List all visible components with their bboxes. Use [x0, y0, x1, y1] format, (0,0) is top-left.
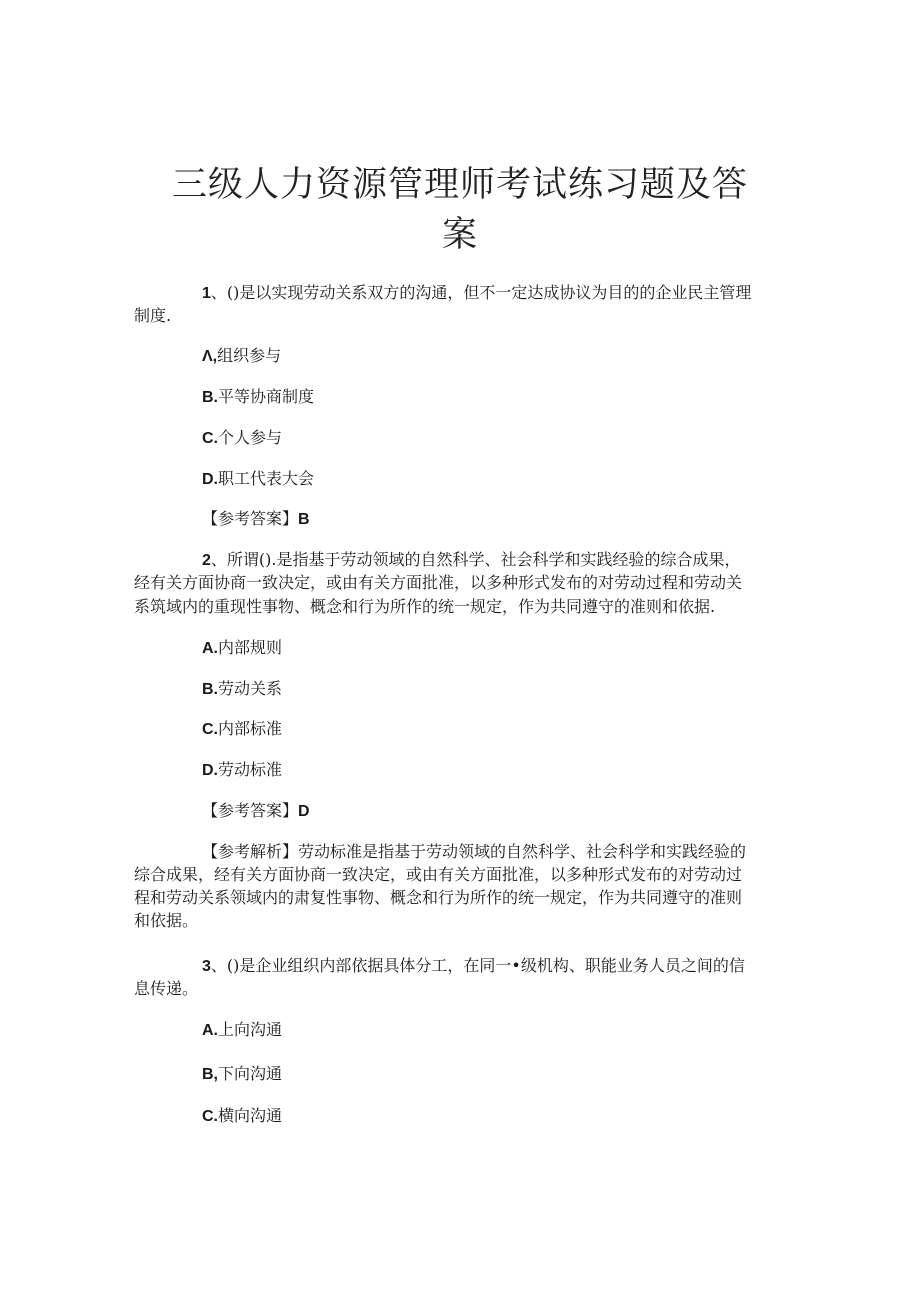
- question-2-analysis-continued: 程和劳动关系领域内的肃复性事物、概念和行为所作的统一规定，作为共同遵守的准则: [134, 888, 743, 907]
- question-text: 、()是企业组织内部依据具体分工，在同一•级机构、职能业务人员之间的信: [210, 956, 745, 975]
- option-key: C.: [202, 430, 218, 447]
- option-key: A.: [202, 640, 218, 657]
- question-3-stem: [202, 954, 794, 978]
- option-key: C.: [202, 1108, 218, 1125]
- answer-value: B: [298, 511, 310, 528]
- option-text: 组织参与: [217, 346, 282, 365]
- question-3-option-c: [202, 1104, 794, 1128]
- question-number: 3: [202, 958, 211, 975]
- option-text: 横向沟通: [218, 1106, 283, 1125]
- option-text: 上向沟通: [218, 1020, 283, 1039]
- question-3-option-b: [202, 1062, 794, 1086]
- analysis-text: 劳动标准是指基于劳动领域的自然科学、社会科学和实践经验的: [298, 842, 747, 861]
- question-2-stem-continued: 系筑域内的重现性事物、概念和行为所作的统一规定，作为共同遵守的准则和依据.: [134, 597, 716, 616]
- option-text: 劳动关系: [218, 679, 283, 698]
- option-key: D.: [202, 471, 218, 488]
- question-1-option-b: [202, 385, 794, 409]
- question-3-stem-continued: 息传递。: [134, 979, 199, 998]
- question-2-option-d: [202, 758, 794, 782]
- question-1-option-d: [202, 467, 794, 491]
- option-key: Λ,: [202, 348, 218, 365]
- question-3-option-a: [202, 1018, 794, 1042]
- option-text: 平等协商制度: [218, 387, 315, 406]
- option-text: 下向沟通: [218, 1064, 283, 1083]
- answer-label: 【参考答案】: [202, 509, 299, 528]
- option-key: B.: [202, 681, 218, 698]
- option-text: 内部规则: [218, 638, 283, 657]
- option-text: 劳动标准: [218, 760, 283, 779]
- question-number: 1: [202, 285, 211, 302]
- question-2-stem: [202, 548, 794, 572]
- option-key: A.: [202, 1022, 218, 1039]
- question-1-option-c: [202, 426, 794, 450]
- question-2-stem-continued: 经有关方面协商一致决定，或由有关方面批准，以多种形式发布的对劳动过程和劳动关: [134, 573, 743, 592]
- question-2-option-c: [202, 717, 794, 741]
- page-title: 三级人力资源管理师考试练习题及答: [171, 165, 748, 205]
- option-key: B,: [202, 1066, 218, 1083]
- answer-value: D: [298, 803, 310, 820]
- option-key: B.: [202, 389, 218, 406]
- option-key: D.: [202, 762, 218, 779]
- question-2-option-a: [202, 636, 794, 660]
- option-text: 职工代表大会: [218, 469, 315, 488]
- question-2-analysis-continued: 综合成果，经有关方面协商一致决定，或由有关方面批准，以多种形式发布的对劳动过: [134, 865, 743, 884]
- question-2-analysis-continued: 和依据。: [134, 911, 199, 930]
- option-text: 个人参与: [218, 428, 283, 447]
- question-number: 2: [202, 552, 211, 569]
- analysis-label: 【参考解析】: [202, 842, 299, 861]
- question-2-answer: [202, 799, 794, 823]
- page-title-continued: 案: [441, 215, 478, 255]
- question-1-answer: [202, 507, 794, 531]
- option-text: 内部标准: [218, 719, 283, 738]
- question-1-option-a: [202, 344, 794, 368]
- question-1-stem: [202, 281, 794, 305]
- question-text: 、所谓().是指基于劳动领域的自然科学、社会科学和实践经验的综合成果，: [210, 550, 741, 569]
- answer-label: 【参考答案】: [202, 801, 299, 820]
- question-2-option-b: [202, 677, 794, 701]
- question-2-analysis: [202, 840, 794, 863]
- question-text: 、()是以实现劳动关系双方的沟通，但不一定达成协议为目的的企业民主管理: [210, 283, 752, 302]
- option-key: C.: [202, 721, 218, 738]
- question-1-stem-continued: 制度.: [134, 306, 172, 325]
